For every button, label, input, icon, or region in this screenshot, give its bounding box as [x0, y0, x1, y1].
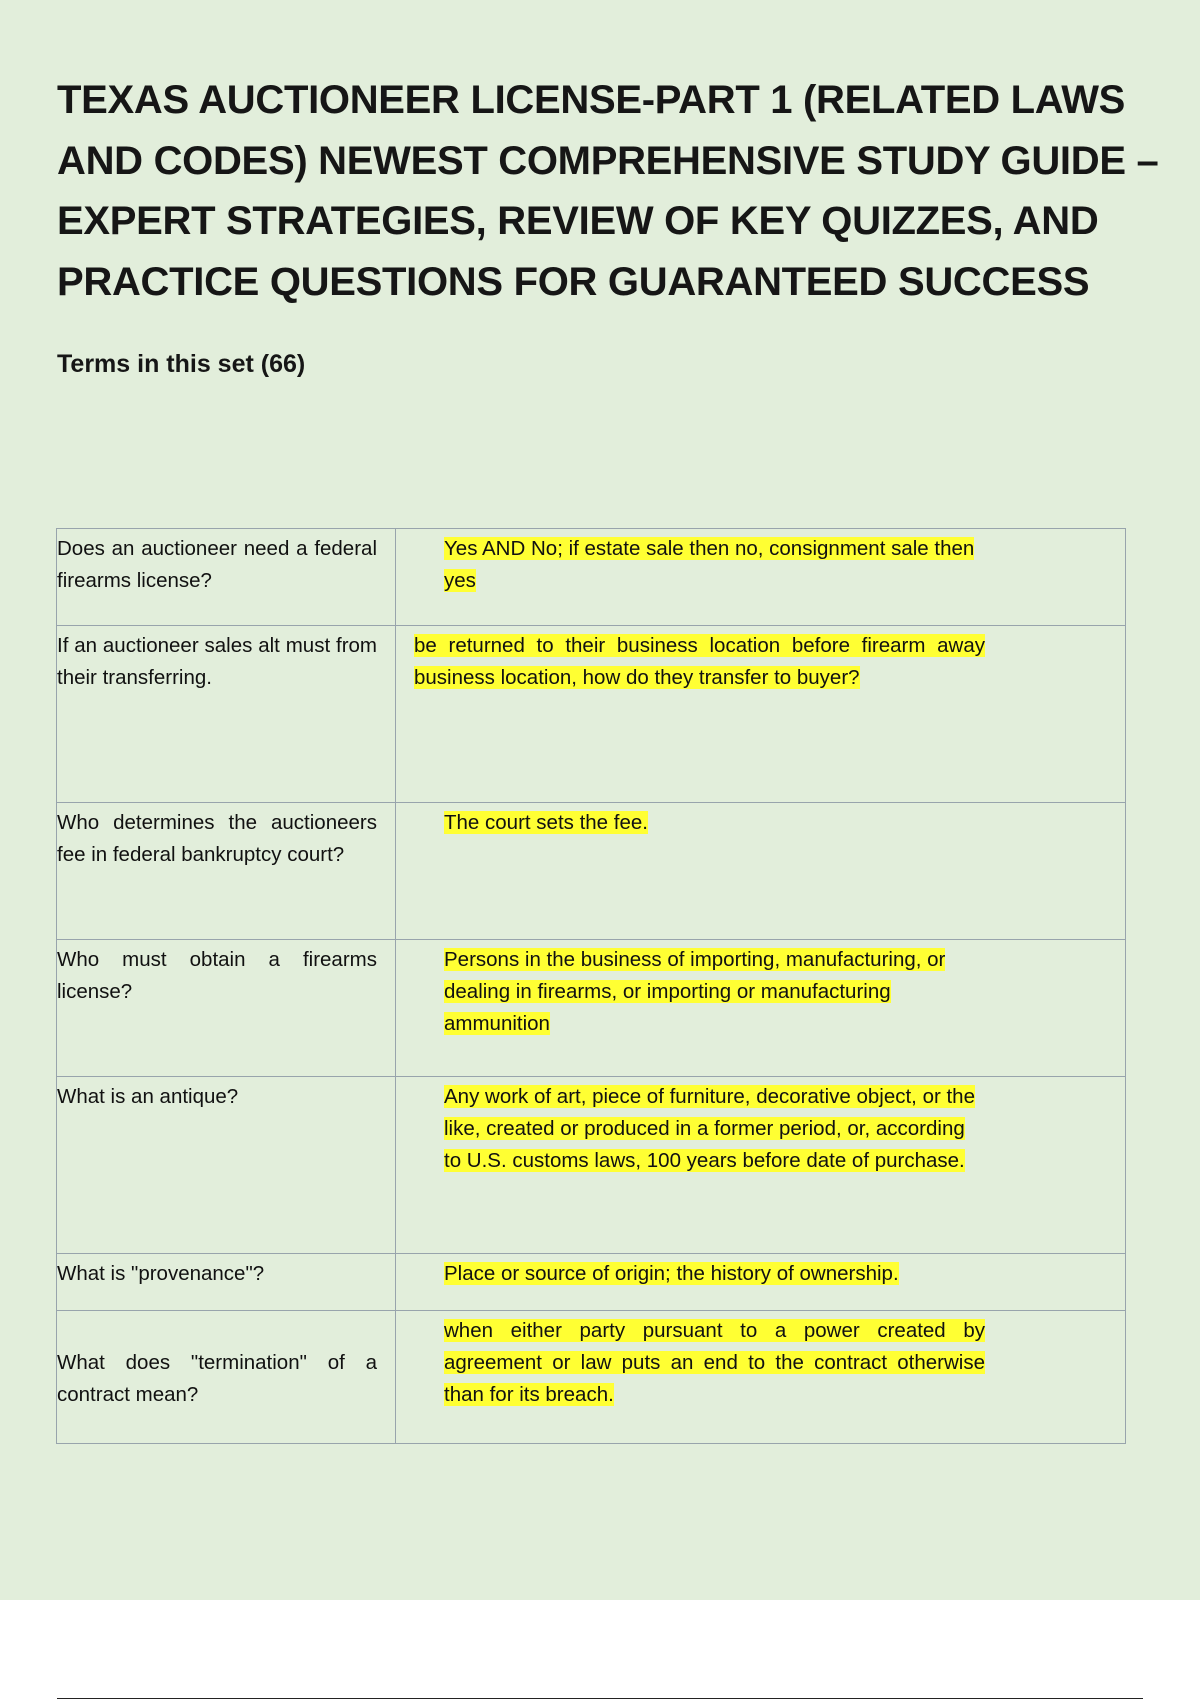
question-cell	[57, 626, 396, 803]
document-title: TEXAS AUCTIONEER LICENSE-PART 1 (RELATED LAWS AND CODES) NEWEST COMPREHENSIVE STUDY GUIDE – EXPERT STRATEGIES, REVIEW OF KEY QUIZZES, AND PRACTICE QUESTIONS FOR GUARANTEED SUCCESS	[57, 78, 1159, 304]
answer-text: when either party pursuant to a power created by agreement or law puts an end to the contract otherwise than for its breach.	[444, 1319, 985, 1406]
question-text: What is an antique?	[57, 1085, 239, 1108]
question-cell	[57, 1254, 396, 1311]
question-cell	[57, 940, 396, 1077]
table-row	[57, 529, 1126, 626]
question-cell	[57, 803, 396, 940]
answer-text: Yes AND No; if estate sale then no, consignment sale then yes	[444, 537, 975, 592]
answer-text: Any work of art, piece of furniture, decorative object, or the like, created or produced in a former period, or, according to U.S. customs laws, 100 years before date of purchase.	[444, 1085, 975, 1172]
answer-cell	[396, 626, 1126, 803]
table-row	[57, 940, 1126, 1077]
question-cell	[57, 1311, 396, 1444]
question-text: What is "provenance"?	[57, 1262, 265, 1285]
question-text: If an auctioneer sales alt must from their transferring.	[57, 634, 377, 689]
table-row	[57, 1254, 1126, 1311]
answer-cell	[396, 529, 1126, 626]
question-text: Does an auctioneer need a federal firearms license?	[57, 537, 377, 592]
answer-cell	[396, 940, 1126, 1077]
footer-divider	[57, 1698, 1143, 1699]
qa-table	[56, 528, 1126, 1444]
terms-count-label: Terms in this set (66)	[57, 350, 306, 378]
answer-cell	[396, 1254, 1126, 1311]
answer-cell	[396, 1311, 1126, 1444]
table-row	[57, 1311, 1126, 1444]
answer-text: Persons in the business of importing, manufacturing, or dealing in firearms, or importing or manufacturing ammunition	[444, 948, 946, 1035]
answer-cell	[396, 1077, 1126, 1254]
table-row	[57, 803, 1126, 940]
question-cell	[57, 529, 396, 626]
question-text: Who must obtain a firearms license?	[57, 948, 377, 1003]
answer-text: The court sets the fee.	[444, 811, 648, 834]
question-cell	[57, 1077, 396, 1254]
answer-text: be returned to their business location before firearm away business location, how do they transfer to buyer?	[414, 634, 985, 689]
table-row	[57, 1077, 1126, 1254]
question-text: What does "termination" of a contract mean?	[57, 1351, 377, 1406]
answer-cell	[396, 803, 1126, 940]
question-text: Who determines the auctioneers fee in federal bankruptcy court?	[57, 811, 377, 866]
table-row	[57, 626, 1126, 803]
answer-text: Place or source of origin; the history of ownership.	[444, 1262, 899, 1285]
